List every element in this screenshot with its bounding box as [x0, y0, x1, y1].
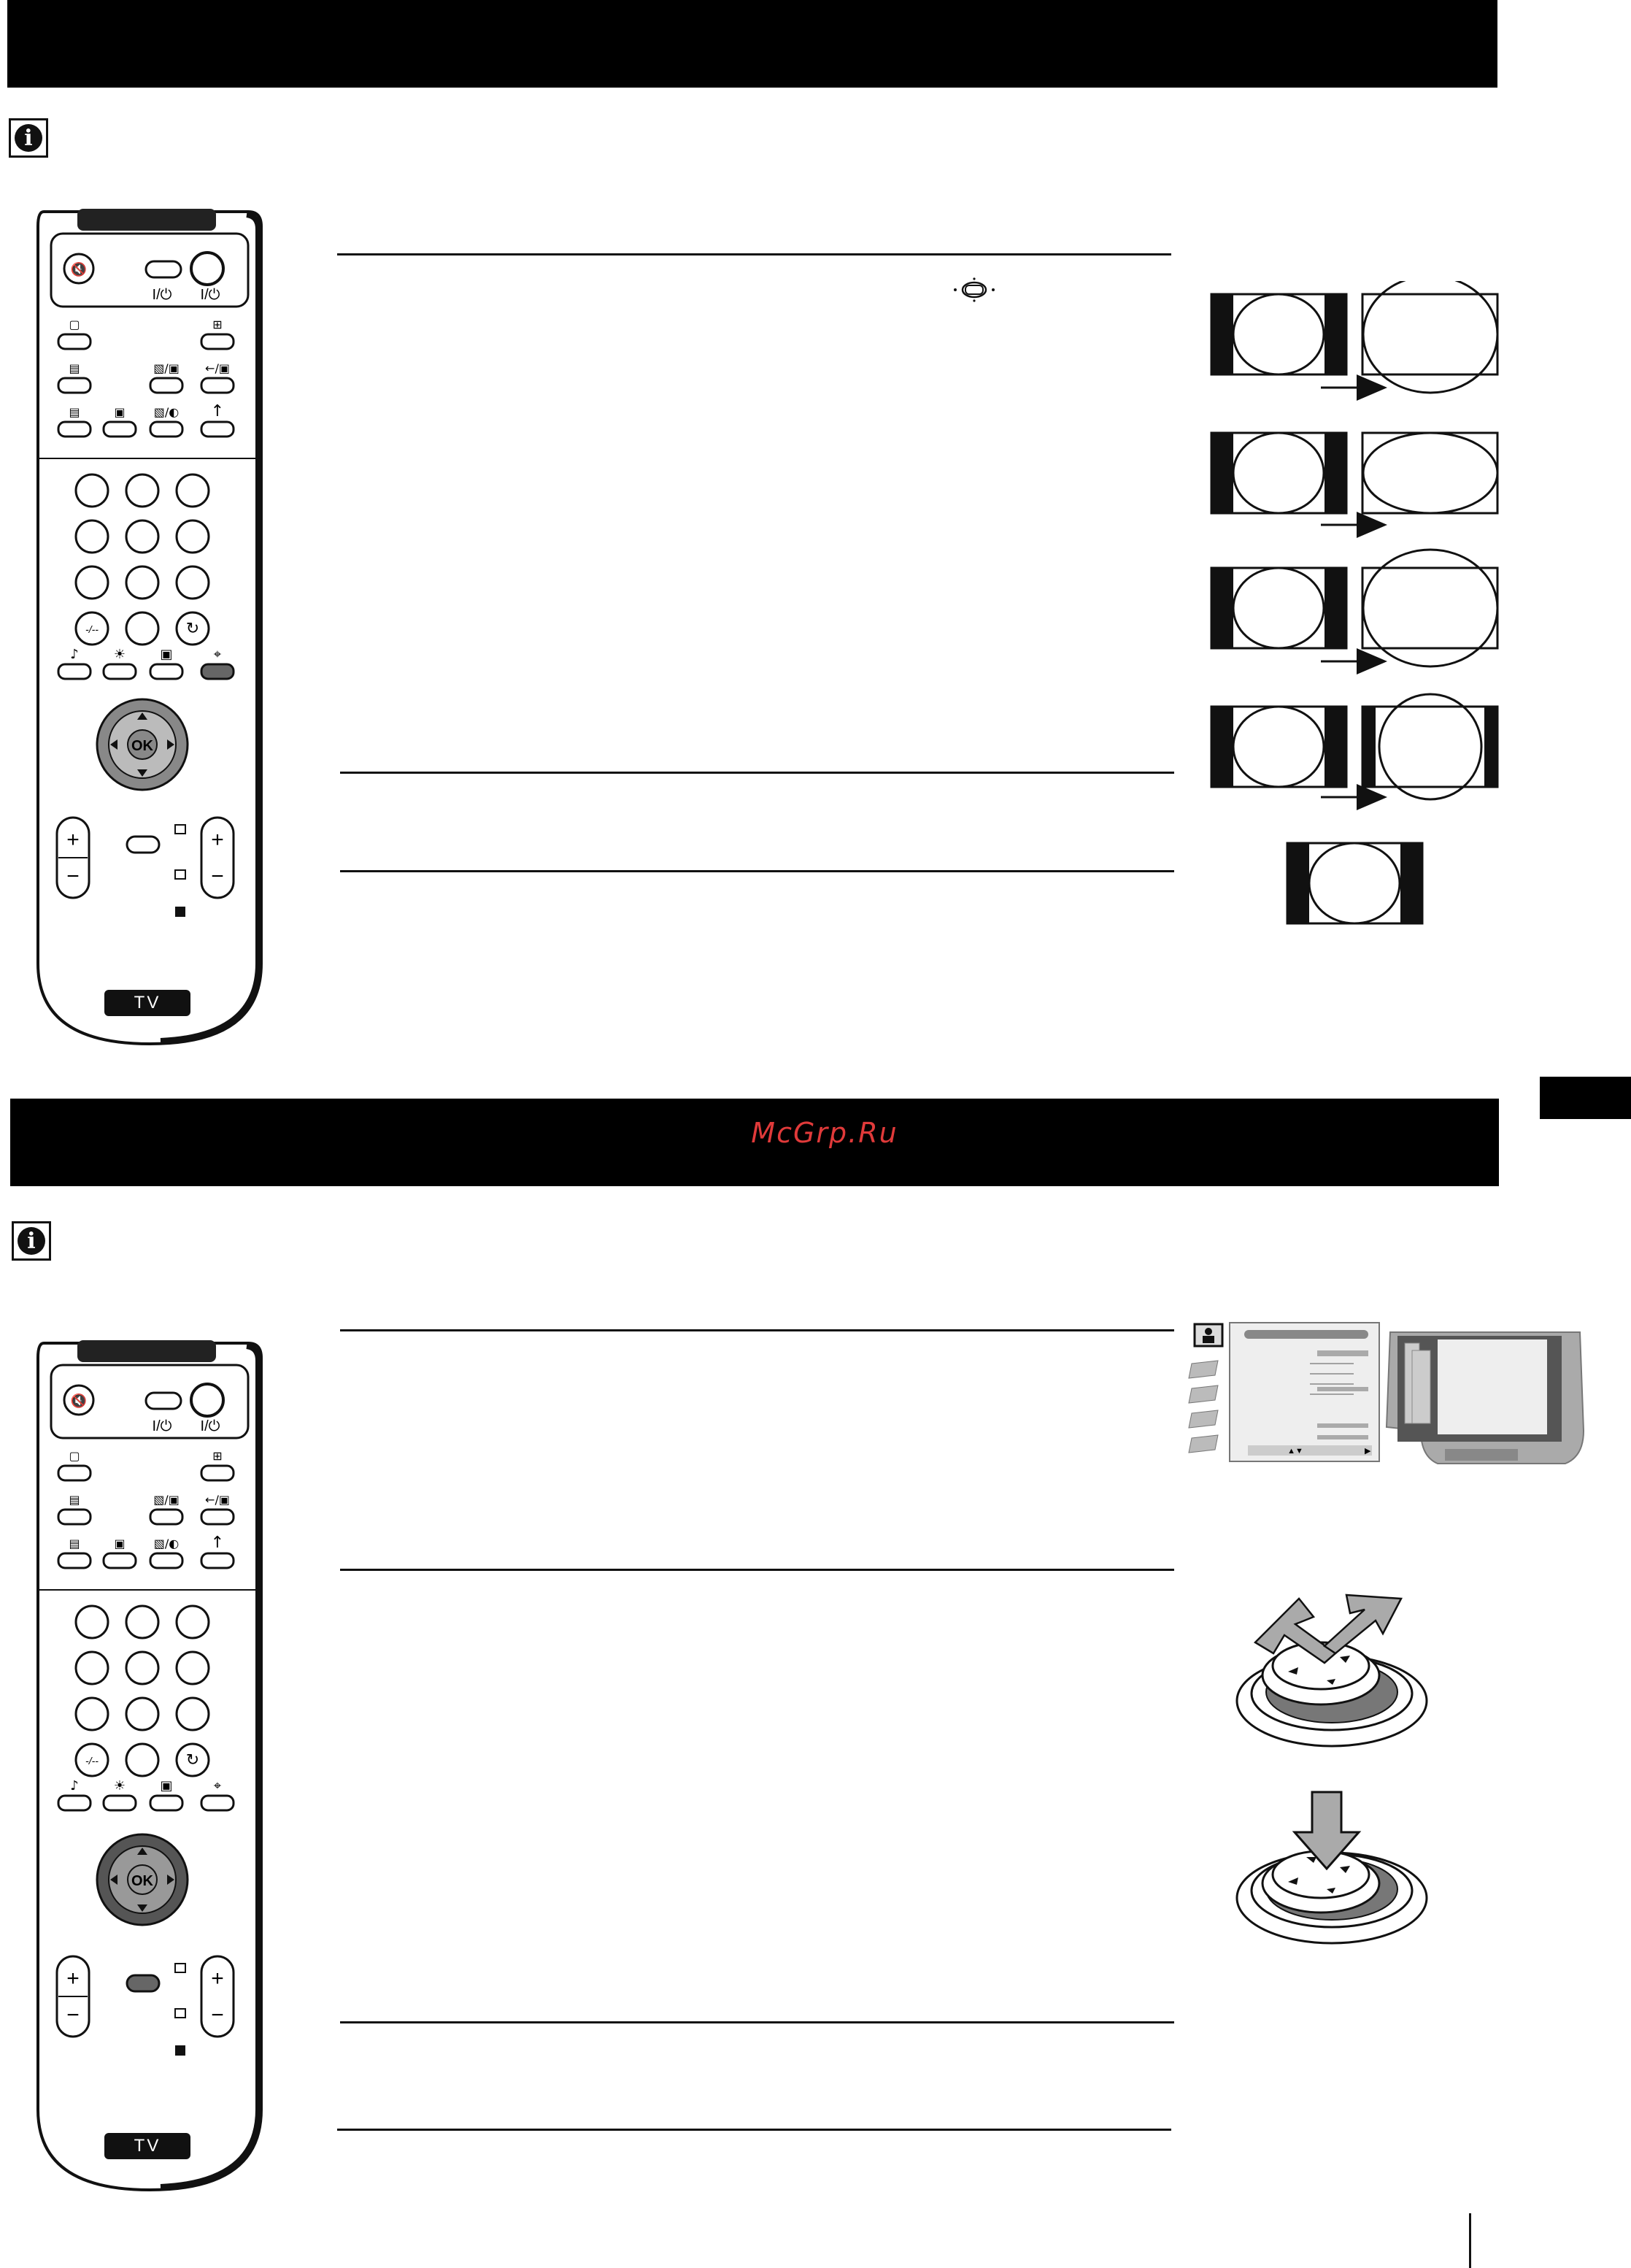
info-icon: i [12, 1221, 51, 1261]
svg-text:←/▣: ←/▣ [205, 1493, 230, 1507]
svg-text:▤: ▤ [69, 1537, 80, 1550]
watermark-text: McGrp.Ru [751, 1117, 898, 1149]
svg-text:▤: ▤ [69, 1493, 80, 1507]
svg-text:⌖: ⌖ [213, 1778, 222, 1794]
svg-text:▧/◐: ▧/◐ [153, 1537, 180, 1550]
svg-text:⌖: ⌖ [213, 647, 222, 662]
svg-text:▲▼: ▲▼ [1287, 1447, 1303, 1456]
screen-format-diagrams [1204, 281, 1503, 931]
svg-text:▣: ▣ [114, 405, 126, 419]
format-row-4 [1211, 694, 1497, 799]
svg-text:-/--: -/-- [85, 623, 99, 635]
chapter-tab [1540, 1077, 1631, 1119]
svg-text:↑: ↑ [210, 1534, 225, 1552]
svg-text:▣: ▣ [160, 1778, 173, 1794]
section-rule [340, 1569, 1174, 1571]
screen-format-icon [952, 277, 996, 302]
joystick-move-illustration [1226, 1584, 1438, 1752]
section-rule [337, 253, 1171, 255]
svg-text:OK: OK [131, 738, 153, 754]
format-row-3 [1211, 550, 1497, 666]
svg-text:☀: ☀ [113, 647, 126, 662]
svg-text:▣: ▣ [160, 647, 173, 662]
svg-text:-/--: -/-- [85, 1755, 99, 1767]
svg-text:⊞: ⊞ [212, 318, 223, 331]
svg-text:+: + [66, 828, 80, 852]
svg-text:−: − [211, 2003, 224, 2027]
format-single [1287, 843, 1422, 923]
svg-text:▣: ▣ [114, 1537, 126, 1550]
section-rule [340, 1329, 1174, 1331]
section-rule [340, 870, 1174, 872]
svg-text:▢: ▢ [69, 1449, 80, 1463]
svg-text:↻: ↻ [185, 1750, 200, 1769]
svg-text:▤: ▤ [69, 405, 80, 419]
svg-text:+: + [211, 1967, 224, 1991]
page-margin-line [1469, 2213, 1471, 2268]
format-row-2 [1211, 433, 1497, 525]
svg-text:OK: OK [131, 1873, 153, 1889]
svg-text:▢: ▢ [69, 318, 80, 331]
svg-text:⊞: ⊞ [212, 1449, 223, 1463]
svg-text:I/⏻: I/⏻ [200, 1418, 220, 1434]
svg-text:I/⏻: I/⏻ [152, 1418, 172, 1434]
svg-text:▧/▣: ▧/▣ [153, 361, 180, 375]
info-icon: i [9, 118, 48, 158]
svg-text:▧/◐: ▧/◐ [153, 405, 180, 419]
power-label: I/⏻ [152, 287, 172, 303]
svg-text:I/⏻: I/⏻ [200, 287, 220, 303]
svg-text:♪: ♪ [70, 1778, 79, 1794]
svg-text:TV: TV [134, 2136, 161, 2156]
svg-text:↑: ↑ [210, 402, 225, 420]
svg-text:↻: ↻ [185, 619, 200, 637]
section-rule [337, 2129, 1171, 2131]
svg-text:+: + [66, 1967, 80, 1991]
svg-text:−: − [211, 864, 224, 888]
remote-control-top [29, 204, 270, 1051]
remote-control-bottom [29, 1336, 270, 2197]
svg-text:▶: ▶ [1365, 1447, 1371, 1456]
joystick-press-illustration [1226, 1781, 1438, 1949]
svg-text:🔇: 🔇 [70, 262, 88, 277]
header-bar-top [7, 0, 1497, 88]
svg-text:♪: ♪ [70, 647, 79, 662]
svg-text:🔇: 🔇 [70, 1394, 88, 1409]
svg-text:−: − [66, 2003, 80, 2027]
format-row-1 [1211, 281, 1497, 393]
section-rule [340, 2021, 1174, 2023]
svg-text:☀: ☀ [113, 1778, 126, 1794]
svg-text:▤: ▤ [69, 361, 80, 375]
svg-text:TV: TV [134, 993, 161, 1012]
section-rule [340, 772, 1174, 774]
svg-text:+: + [211, 828, 224, 852]
svg-text:−: − [66, 864, 80, 888]
menu-illustration [1186, 1321, 1587, 1467]
svg-text:▧/▣: ▧/▣ [153, 1493, 180, 1507]
svg-text:←/▣: ←/▣ [205, 361, 230, 375]
